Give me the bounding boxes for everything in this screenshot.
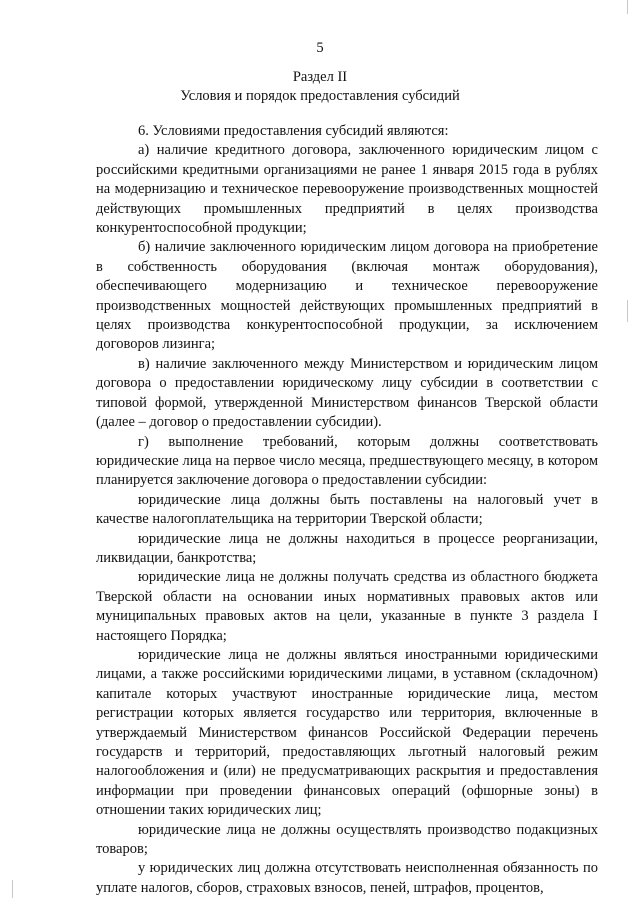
paragraph: юридические лица не должны находиться в процессе реорганизации, ликвидации, банкротства;: [96, 530, 598, 566]
section-title: Раздел II: [292, 69, 348, 85]
paragraph: у юридических лиц должна отсутствовать неисполненная обязанность по уплате налогов, сборов, страховых взносов, пеней, штрафов, процентов,: [96, 860, 598, 896]
paragraph: юридические лица не должны получать средства из областного бюджета Тверской области на основании иных нормативных правовых актов или муниципальных правовых актов на цели, указанные в пункте 3 раздела I настоящего Порядка;: [96, 569, 598, 644]
section-heading: [0, 68, 640, 106]
paragraph: в) наличие заключенного между Министерством и юридическим лицом договора о предоставлении юридическому лицу субсидии в соответствии с типовой формой, утвержденной Министерством финансов Тверской области (далее – договор о предоставлении субсидии).: [96, 355, 598, 431]
scan-edge-mark: [12, 880, 13, 898]
body-text: [96, 122, 598, 898]
paragraph: юридические лица должны быть поставлены на налоговый учет в качестве налогоплательщика на территории Тверской области;: [96, 491, 598, 528]
scan-edge-mark: [627, 0, 628, 14]
page-number: 5: [316, 40, 324, 56]
paragraph: юридические лица не должны осуществлять производство подакцизных товаров;: [96, 821, 598, 858]
paragraph: г) выполнение требований, которым должны соответствовать юридические лица на первое число месяца, предшествующего месяцу, в котором планируется заключение договора о предоставлении субсидии:: [96, 433, 598, 489]
section-subtitle: Условия и порядок предоставления субсидий: [180, 88, 460, 104]
paragraph: а) наличие кредитного договора, заключенного юридическим лицом с российскими кредитными организациями не ранее 1 января 2015 года в рублях на модернизацию и техническое перевооружение производственных мощностей действующих промышленных предприятий в целях производства конкурентоспособной продукции;: [96, 142, 598, 237]
scan-edge-mark: [627, 300, 628, 322]
paragraph: юридические лица не должны являться иностранными юридическими лицами, а также российскими юридическими лицами, в уставном (складочном) капитале которых участвуют иностранные юридические лица, местом регистрации которых является государство или территория, включенные в утверждаемый Министерством финансов Российской Федерации перечень государств и территорий, предоставляющих льготный налоговый режим налогообложения и (или) не предусматривающих раскрытия и предоставления информации при проведении финансовых операций (офшорные зоны) в отношении таких юридических лиц;: [96, 646, 598, 819]
paragraph: 6. Условиями предоставления субсидий являются:: [138, 123, 449, 139]
paragraph: б) наличие заключенного юридическим лицом договора на приобретение в собственность оборудования (включая монтаж оборудования), обеспечивающего модернизацию и техническое перевооружение производственных мощностей действующих промышленных предприятий в целях производства конкурентоспособной продукции, за исключением договоров лизинга;: [96, 239, 598, 353]
